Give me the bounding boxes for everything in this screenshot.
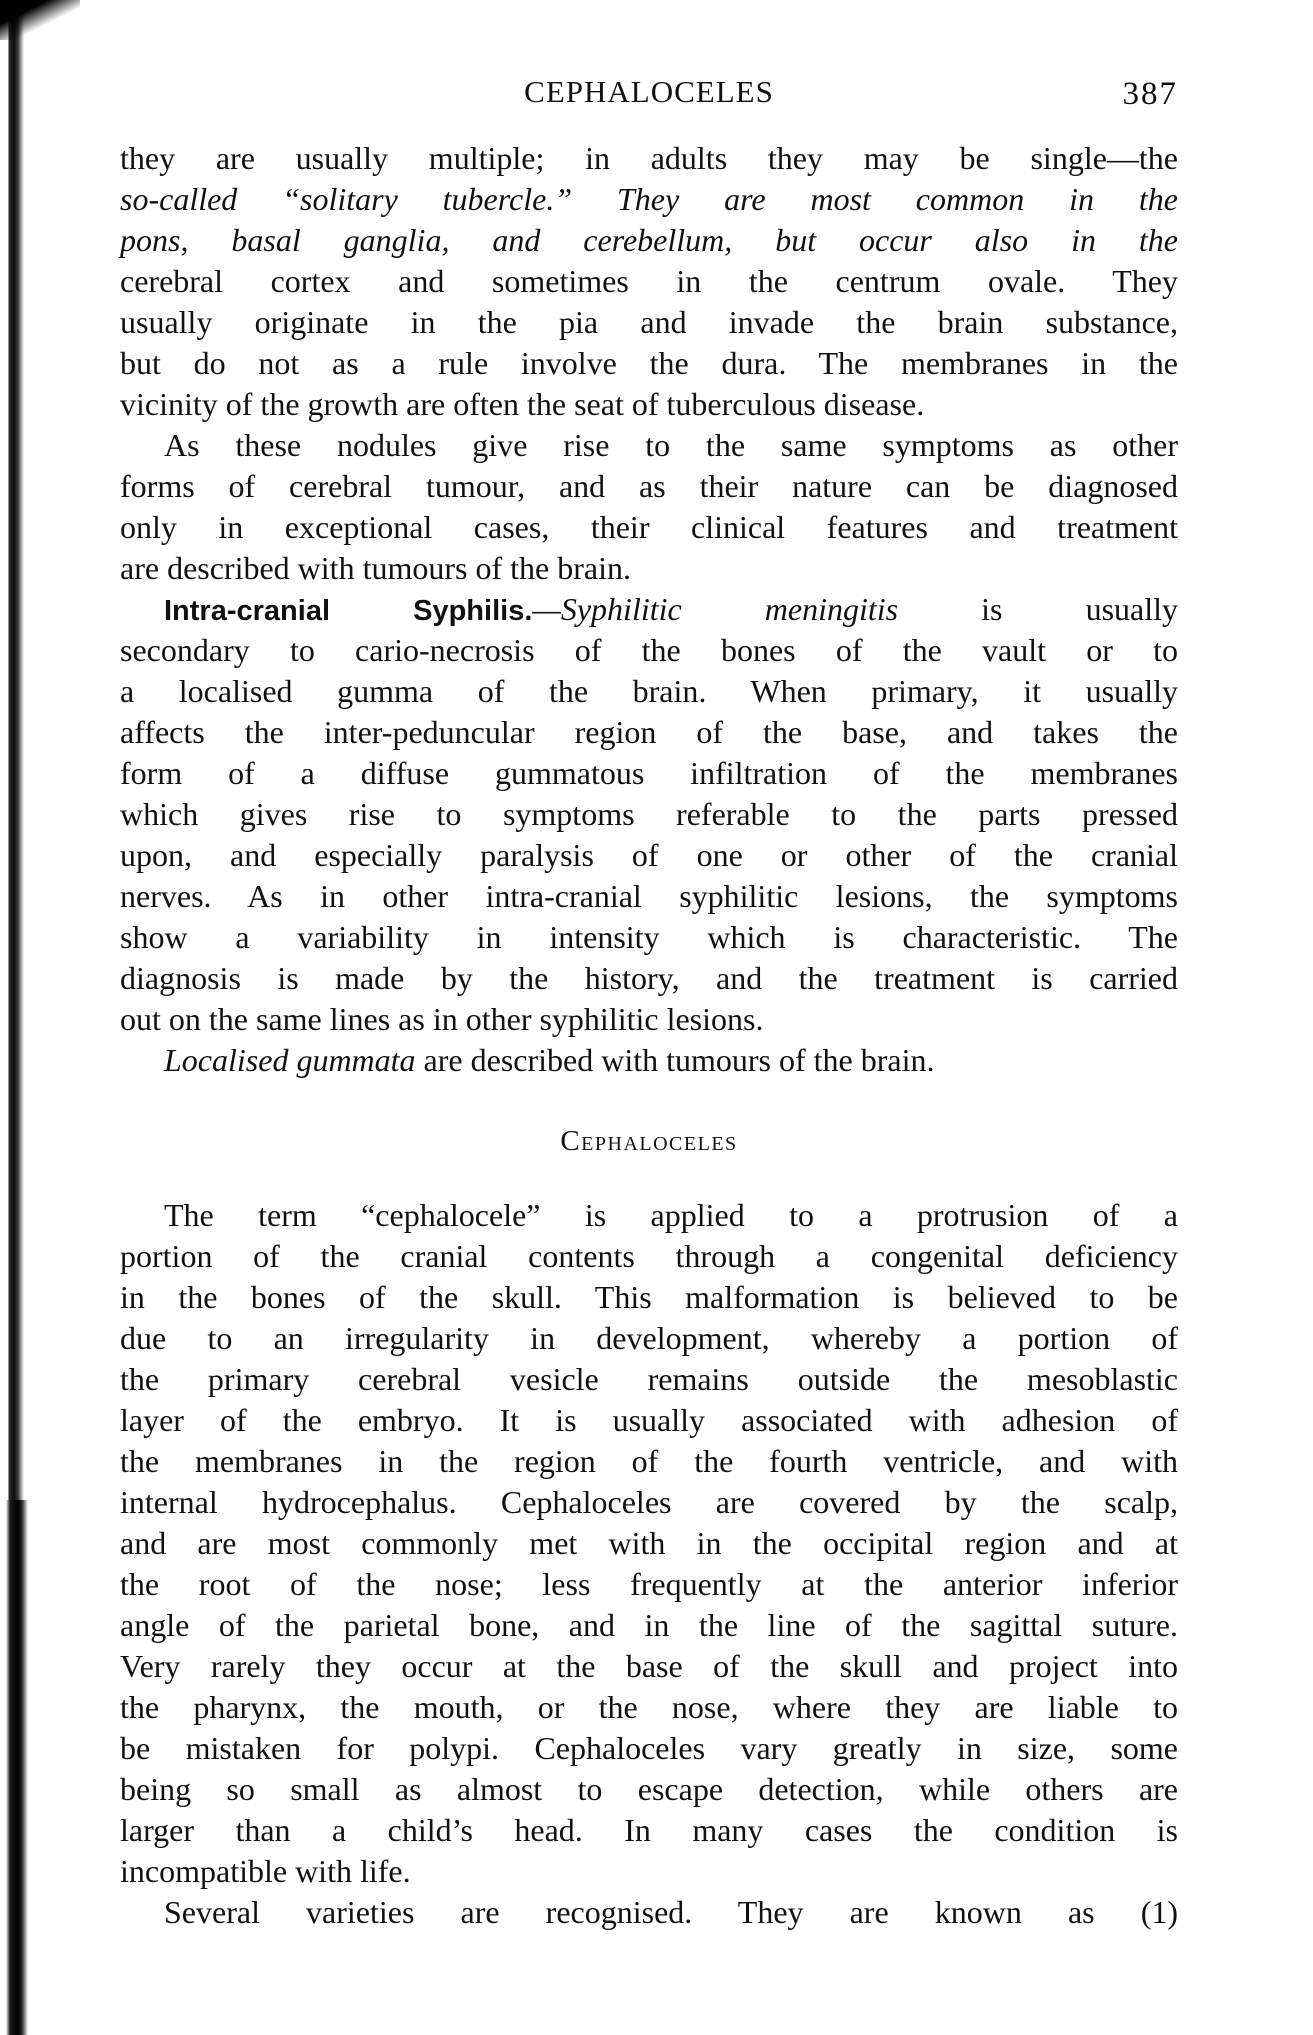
cephaloceles-paragraph (120, 1195, 1178, 1892)
text-line: the pharynx, the mouth, or the nose, where they are liable to (120, 1689, 1178, 1725)
syphilis-paragraph (120, 589, 1178, 1040)
text-line: due to an irregularity in development, whereby a portion of (120, 1320, 1178, 1356)
text-line: usually originate in the pia and invade the brain substance, (120, 304, 1178, 340)
text-line: a localised gumma of the brain. When primary, it usually (120, 673, 1178, 709)
syphilis-heading: Intra-cranial Syphilis. (164, 595, 533, 627)
text-line: Very rarely they occur at the base of the skull and project into (120, 1648, 1178, 1684)
syphilis-first-line-rest: is usually (898, 591, 1178, 627)
text-line: show a variability in intensity which is characteristic. The (120, 919, 1178, 955)
syphilis-italic-term: —Syphilitic meningitis (532, 591, 899, 627)
text-line: pons, basal ganglia, and cerebellum, but occur also in the (120, 222, 1178, 258)
text-line: larger than a child’s head. In many cases the condition is (120, 1812, 1178, 1848)
tuberculoma-symptoms-paragraph (120, 425, 1178, 589)
text-line: but do not as a rule involve the dura. The membranes in the (120, 345, 1178, 381)
varieties-paragraph (120, 1892, 1178, 1933)
text-line: diagnosis is made by the history, and the treatment is carried (120, 960, 1178, 996)
text-line: incompatible with life. (120, 1853, 411, 1889)
text-line (120, 589, 1178, 630)
text-line: are described with tumours of the brain. (120, 550, 631, 586)
page-number: 387 (1122, 76, 1178, 112)
text-line: cerebral cortex and sometimes in the centrum ovale. They (120, 263, 1178, 299)
text-line: they are usually multiple; in adults they may be single—the (120, 140, 1178, 176)
running-title: CEPHALOCELES (524, 74, 774, 109)
text-line: the root of the nose; less frequently at the anterior inferior (120, 1566, 1178, 1602)
text-line: so-called “solitary tubercle.” They are most common in the (120, 181, 1178, 217)
running-header (120, 70, 1178, 118)
gummata-italic-term: Localised gummata (164, 1042, 416, 1078)
text-line: the primary cerebral vesicle remains outside the mesoblastic (120, 1361, 1178, 1397)
tuberculoma-paragraph (120, 138, 1178, 425)
gummata-line-rest: are described with tumours of the brain. (415, 1042, 935, 1078)
text-line: The term “cephalocele” is applied to a protrusion of a (164, 1197, 1178, 1233)
text-line: Several varieties are recognised. They are known as (1) (164, 1894, 1178, 1930)
text-line: secondary to cario-necrosis of the bones of the vault or to (120, 632, 1178, 668)
book-page (120, 70, 1178, 1933)
text-line: affects the inter-peduncular region of the base, and takes the (120, 714, 1178, 750)
text-line: internal hydrocephalus. Cephaloceles are covered by the scalp, (120, 1484, 1178, 1520)
text-line: be mistaken for polypi. Cephaloceles vary greatly in size, some (120, 1730, 1178, 1766)
text-line: the membranes in the region of the fourth ventricle, and with (120, 1443, 1178, 1479)
text-line: form of a diffuse gummatous infiltration of the membranes (120, 755, 1178, 791)
text-line: only in exceptional cases, their clinical features and treatment (120, 509, 1178, 545)
text-line: angle of the parietal bone, and in the line of the sagittal suture. (120, 1607, 1178, 1643)
page-binding-edge (0, 0, 44, 2035)
text-line: out on the same lines as in other syphilitic lesions. (120, 1001, 764, 1037)
text-line: being so small as almost to escape detection, while others are (120, 1771, 1178, 1807)
text-line (120, 1040, 1178, 1081)
gummata-paragraph (120, 1040, 1178, 1081)
text-line: As these nodules give rise to the same symptoms as other (164, 427, 1178, 463)
text-line: vicinity of the growth are often the seat of tuberculous disease. (120, 386, 925, 422)
section-heading-cephaloceles: Cephaloceles (560, 1125, 738, 1157)
text-line: nerves. As in other intra-cranial syphilitic lesions, the symptoms (120, 878, 1178, 914)
text-line: upon, and especially paralysis of one or other of the cranial (120, 837, 1178, 873)
text-line: and are most commonly met with in the occipital region and at (120, 1525, 1178, 1561)
text-line: forms of cerebral tumour, and as their nature can be diagnosed (120, 468, 1178, 504)
text-line: layer of the embryo. It is usually associated with adhesion of (120, 1402, 1178, 1438)
text-line: in the bones of the skull. This malformation is believed to be (120, 1279, 1178, 1315)
text-line: which gives rise to symptoms referable to the parts pressed (120, 796, 1178, 832)
text-line: portion of the cranial contents through a congenital deficiency (120, 1238, 1178, 1274)
